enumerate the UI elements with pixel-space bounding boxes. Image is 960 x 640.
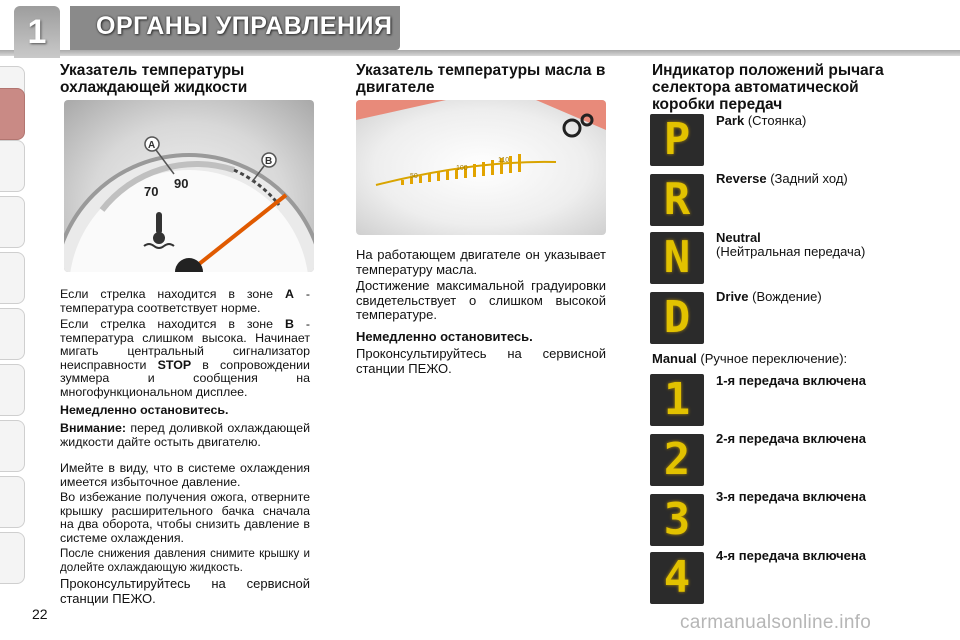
gear-display-2: 2	[650, 434, 704, 486]
watermark: carmanualsonline.info	[680, 612, 872, 633]
chapter-tab[interactable]	[0, 140, 25, 192]
gear-indicator-heading: Индикатор положений рычага селектора автоматической коробки передач	[652, 62, 884, 113]
gear-display-4: 4	[650, 552, 704, 604]
gear-label-reverse: Reverse (Задний ход)	[716, 171, 848, 186]
gauge-label-a: A	[148, 140, 156, 151]
coolant-warning-text: Внимание: перед доливкой охлаждающей жидкости дайте остыть двигателю.	[60, 421, 310, 449]
gear-label-neutral: Neutral (Нейтральная передача)	[716, 230, 866, 259]
gear-display-n: N	[650, 232, 704, 284]
oil-tick-110: 110	[498, 157, 510, 164]
chapter-tab[interactable]	[0, 476, 25, 528]
chapter-tab[interactable]	[0, 364, 25, 416]
oil-stop-now: Немедленно остановитесь.	[356, 329, 533, 344]
gear-display-3: 3	[650, 494, 704, 546]
coolant-gauge-svg	[64, 100, 314, 272]
gauge-label-b: B	[265, 156, 273, 167]
manual-mode-label: Manual (Ручное переключение):	[652, 351, 848, 366]
gauge-tick-70: 70	[144, 184, 159, 199]
oil-tick-50: 50	[410, 173, 418, 180]
gear-display-p: P	[650, 114, 704, 166]
gear-label-2: 2-я передача включена	[716, 431, 866, 446]
gear-label-1: 1-я передача включена	[716, 373, 866, 388]
chapter-tab[interactable]	[0, 420, 25, 472]
oil-heading: Указатель температуры масла в двигателе	[356, 62, 606, 96]
coolant-service-text: Проконсультируйтесь на сервисной станции ПЕЖО.	[60, 576, 310, 606]
coolant-zone-b-text: Если стрелка находится в зоне B - температура слишком высока. Начинает мигать центральный сигнализатор неисправности STOP в сопровождении зуммера и сообщения на многофункциональном дисплее.	[60, 317, 310, 399]
coolant-gauge-image	[64, 100, 314, 272]
gear-display-1: 1	[650, 374, 704, 426]
gear-display-d: D	[650, 292, 704, 344]
page-number: 22	[32, 606, 48, 622]
gear-label-park: Park (Стоянка)	[716, 113, 807, 128]
oil-tick-100: 100	[456, 165, 468, 172]
chapter-tab[interactable]	[0, 532, 25, 584]
coolant-stop-now: Немедленно остановитесь.	[60, 403, 229, 417]
gear-label-drive: Drive (Вождение)	[716, 289, 822, 304]
coolant-zone-a-text: Если стрелка находится в зоне A - температура соответствует норме.	[60, 287, 310, 315]
header-stripe	[0, 50, 960, 56]
gear-display-r: R	[650, 174, 704, 226]
chapter-tab[interactable]	[0, 308, 25, 360]
oil-max-text: Достижение максимальной градуировки свидетельствует о слишком высокой температуре.	[356, 278, 606, 323]
oil-gauge-image	[356, 100, 606, 235]
coolant-pressure-text: Имейте в виду, что в системе охлаждения имеется избыточное давление.	[60, 461, 310, 489]
coolant-cap-text: Во избежание получения ожога, отверните крышку расширительного бачка сначала на два оборота, чтобы снизить давление в системе охлаждения.	[60, 490, 310, 545]
coolant-heading: Указатель температуры охлаждающей жидкости	[60, 62, 248, 96]
chapter-title: ОРГАНЫ УПРАВЛЕНИЯ	[96, 12, 393, 40]
oil-service-text: Проконсультируйтесь на сервисной станции ПЕЖО.	[356, 346, 606, 376]
chapter-tab[interactable]	[0, 196, 25, 248]
gear-label-4: 4-я передача включена	[716, 548, 866, 563]
chapter-tab[interactable]	[0, 252, 25, 304]
oil-description-text: На работающем двигателе он указывает температуру масла.	[356, 247, 606, 277]
gear-label-3: 3-я передача включена	[716, 489, 866, 504]
chapter-number: 1	[14, 6, 60, 58]
oil-gauge-svg	[356, 100, 606, 235]
coolant-refill-text: После снижения давления снимите крышку и долейте охлаждающую жидкость.	[60, 547, 310, 574]
gauge-tick-90: 90	[174, 176, 189, 191]
chapter-tab-active[interactable]	[0, 88, 25, 140]
